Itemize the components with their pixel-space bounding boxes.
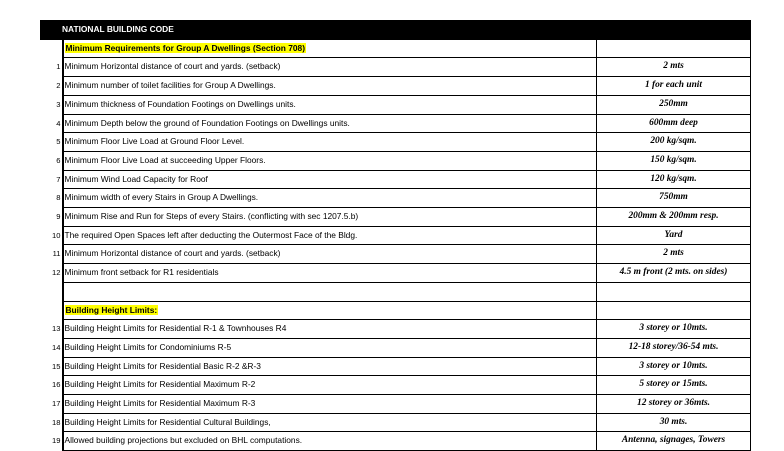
- row-number: 4: [41, 114, 63, 133]
- row-description: Minimum Rise and Run for Steps of every Stairs. (conflicting with sec 1207.5.b): [63, 208, 597, 227]
- table-row: [41, 133, 751, 152]
- row-value: Antenna, signages, Towers: [597, 432, 751, 451]
- row-number: 1: [41, 58, 63, 77]
- section-a-heading-row: [41, 39, 751, 58]
- table-row: [41, 170, 751, 189]
- row-description: Minimum thickness of Foundation Footings on Dwellings units.: [63, 95, 597, 114]
- row-value: 200mm & 200mm resp.: [597, 208, 751, 227]
- row-description: The required Open Spaces left after deducting the Outermost Face of the Bldg.: [63, 226, 597, 245]
- row-description: Minimum Wind Load Capacity for Roof: [63, 170, 597, 189]
- row-value: 250mm: [597, 95, 751, 114]
- row-number: 9: [41, 208, 63, 227]
- table-row: [41, 413, 751, 432]
- row-description: Minimum number of toilet facilities for Group A Dwellings.: [63, 77, 597, 96]
- table-row: [41, 338, 751, 357]
- row-value: 12-18 storey/36-54 mts.: [597, 338, 751, 357]
- blank-row: [41, 282, 751, 301]
- table-row: [41, 264, 751, 283]
- table-row: [41, 226, 751, 245]
- row-value: 200 kg/sqm.: [597, 133, 751, 152]
- row-value: 3 storey or 10mts.: [597, 320, 751, 339]
- row-value: 4.5 m front (2 mts. on sides): [597, 264, 751, 283]
- row-number: 18: [41, 413, 63, 432]
- row-number: 19: [41, 432, 63, 451]
- table-row: [41, 151, 751, 170]
- table-row: [41, 208, 751, 227]
- table-row: [41, 245, 751, 264]
- row-value: 2 mts: [597, 245, 751, 264]
- row-description: Minimum Floor Live Load at Ground Floor Level.: [63, 133, 597, 152]
- row-description: Building Height Limits for Condominiums R-5: [63, 338, 597, 357]
- section-b-heading: Building Height Limits:: [65, 304, 158, 315]
- requirements-table: [40, 20, 751, 451]
- row-description: Building Height Limits for Residential Maximum R-3: [63, 395, 597, 414]
- title-row: [41, 21, 751, 40]
- table-row: [41, 95, 751, 114]
- row-description: Minimum Depth below the ground of Foundation Footings on Dwellings units.: [63, 114, 597, 133]
- row-value: 30 mts.: [597, 413, 751, 432]
- table-row: [41, 357, 751, 376]
- row-description: Minimum Horizontal distance of court and yards. (setback): [63, 58, 597, 77]
- row-number: 2: [41, 77, 63, 96]
- row-number: 12: [41, 264, 63, 283]
- row-value: 150 kg/sqm.: [597, 151, 751, 170]
- section-a-heading: Minimum Requirements for Group A Dwellings (Section 708): [65, 42, 305, 53]
- row-number: 16: [41, 376, 63, 395]
- code-sheet: [40, 20, 750, 451]
- table-row: [41, 376, 751, 395]
- table-row: [41, 432, 751, 451]
- row-description: Minimum Floor Live Load at succeeding Upper Floors.: [63, 151, 597, 170]
- row-number: 15: [41, 357, 63, 376]
- row-description: Allowed building projections but excluded on BHL computations.: [63, 432, 597, 451]
- row-number: 3: [41, 95, 63, 114]
- row-number: 17: [41, 395, 63, 414]
- row-number: 6: [41, 151, 63, 170]
- row-description: Building Height Limits for Residential Basic R-2 &R-3: [63, 357, 597, 376]
- row-value: 600mm deep: [597, 114, 751, 133]
- row-description: Building Height Limits for Residential Cultural Buildings,: [63, 413, 597, 432]
- table-row: [41, 395, 751, 414]
- sheet-title: NATIONAL BUILDING CODE: [41, 21, 751, 40]
- row-value: 3 storey or 10mts.: [597, 357, 751, 376]
- table-row: [41, 77, 751, 96]
- row-value: 750mm: [597, 189, 751, 208]
- table-row: [41, 114, 751, 133]
- row-description: Building Height Limits for Residential Maximum R-2: [63, 376, 597, 395]
- section-b-heading-row: [41, 301, 751, 320]
- row-number: 5: [41, 133, 63, 152]
- table-row: [41, 58, 751, 77]
- row-description: Minimum front setback for R1 residentials: [63, 264, 597, 283]
- row-number: 7: [41, 170, 63, 189]
- row-value: Yard: [597, 226, 751, 245]
- row-number: 13: [41, 320, 63, 339]
- table-row: [41, 320, 751, 339]
- row-number: 14: [41, 338, 63, 357]
- row-description: Minimum width of every Stairs in Group A Dwellings.: [63, 189, 597, 208]
- row-description: Minimum Horizontal distance of court and yards. (setback): [63, 245, 597, 264]
- row-value: 120 kg/sqm.: [597, 170, 751, 189]
- row-value: 2 mts: [597, 58, 751, 77]
- row-number: 10: [41, 226, 63, 245]
- row-value: 12 storey or 36mts.: [597, 395, 751, 414]
- row-value: 1 for each unit: [597, 77, 751, 96]
- row-value: 5 storey or 15mts.: [597, 376, 751, 395]
- row-number: 11: [41, 245, 63, 264]
- table-row: [41, 189, 751, 208]
- row-number: 8: [41, 189, 63, 208]
- row-description: Building Height Limits for Residential R-1 & Townhouses R4: [63, 320, 597, 339]
